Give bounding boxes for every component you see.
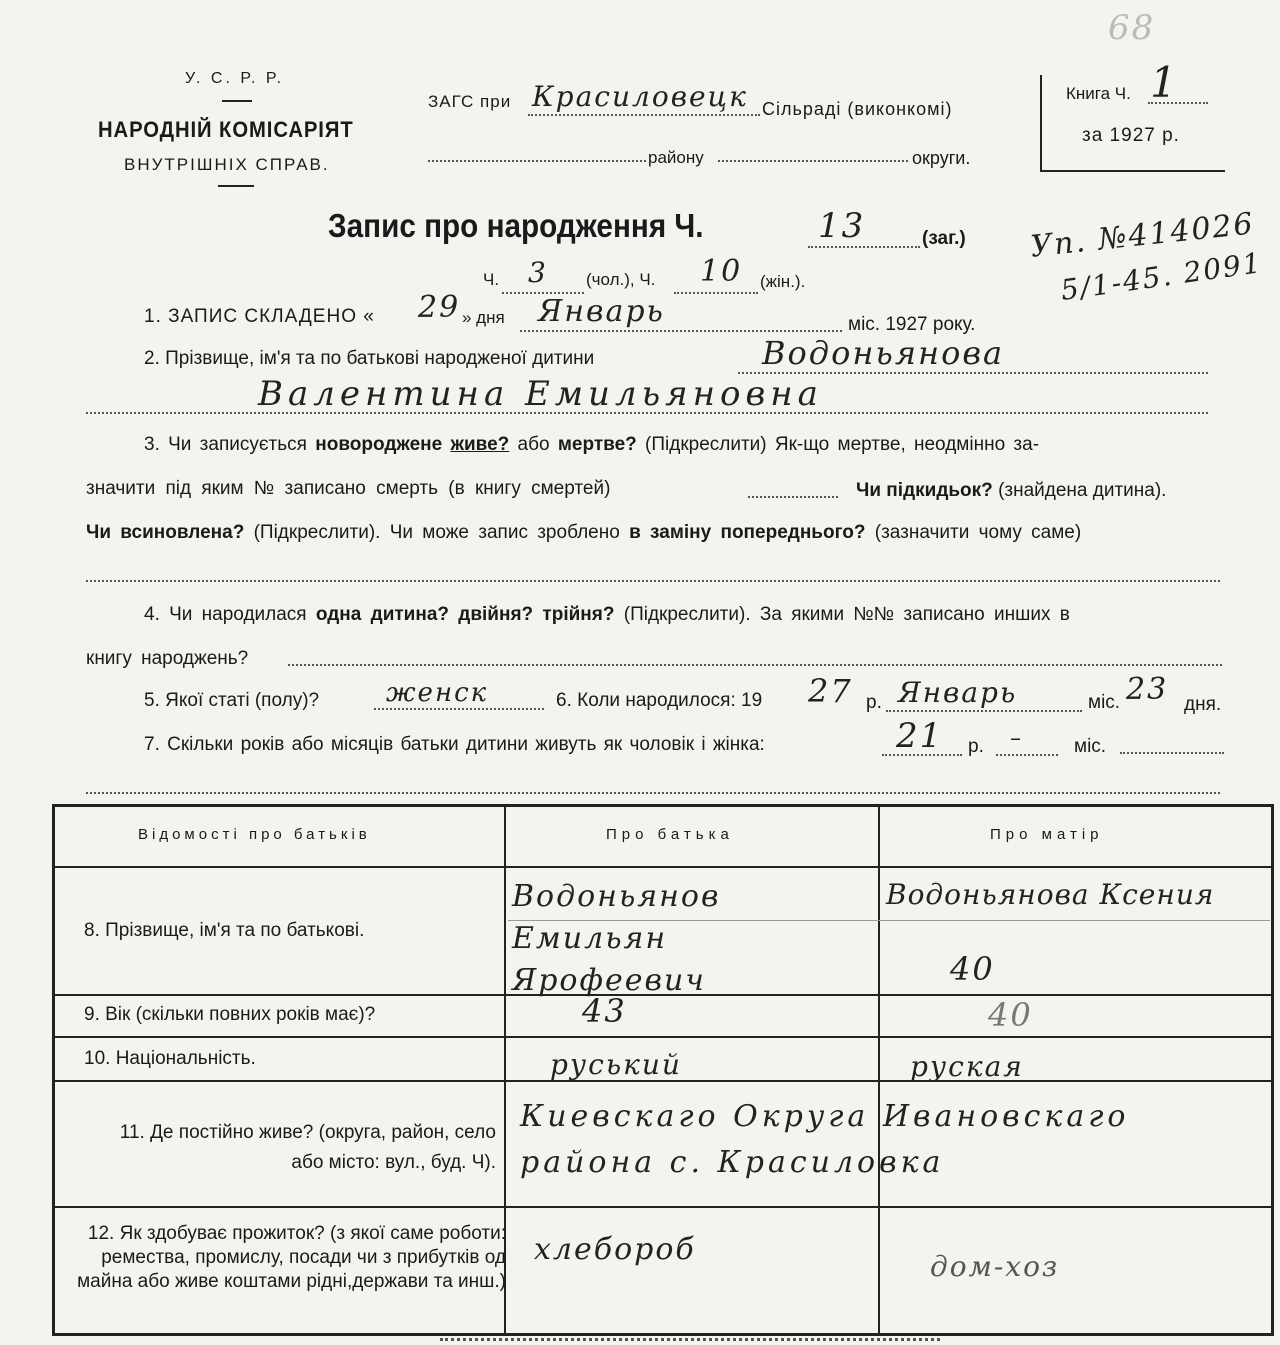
dotted-line bbox=[718, 160, 908, 162]
field-1-month: Январь bbox=[538, 294, 665, 329]
field-4-options: одна дитина? двійня? трійня? bbox=[315, 604, 615, 625]
birth-year: 27 bbox=[808, 672, 853, 710]
row-11-label: 11. Де постійно живе? (округа, район, село або місто: вул., буд. Ч). bbox=[119, 1122, 496, 1173]
field-3-line-3 bbox=[86, 522, 1081, 544]
book-number: 1 bbox=[1150, 58, 1179, 107]
dotted-line bbox=[1120, 752, 1224, 754]
book-label: Книга Ч. bbox=[1066, 84, 1131, 103]
field-3-adopted: Чи всиновлена? bbox=[86, 522, 245, 543]
annotation-line-2: 5/1-45. 2091 bbox=[1058, 246, 1265, 307]
dotted-line bbox=[86, 792, 1220, 794]
field-4-text: 4. Чи народилася bbox=[144, 604, 307, 625]
field-5-label: 5. Якої статі (полу)? bbox=[144, 690, 320, 711]
child-surname: Водоньянова bbox=[762, 334, 1005, 372]
dotted-line bbox=[808, 246, 920, 248]
table-border-left bbox=[52, 804, 55, 1336]
dotted-line bbox=[1148, 102, 1208, 104]
dotted-line bbox=[520, 330, 842, 332]
field-1-day-label: » дня bbox=[462, 308, 505, 327]
table-column-divider bbox=[878, 806, 880, 1334]
field-3-foundling bbox=[856, 480, 1166, 502]
record-number: 13 bbox=[818, 206, 866, 246]
field-3-text: 3. Чи записується bbox=[144, 434, 307, 455]
field-3-text: значити під яким № записано смерть (в книгу смертей) bbox=[86, 478, 611, 499]
father-occupation: хлебороб bbox=[534, 1232, 696, 1267]
years-abbrev: р. bbox=[968, 736, 984, 757]
field-3-newborn: новороджене bbox=[315, 434, 443, 455]
dotted-line bbox=[440, 1338, 940, 1341]
field-3-or: або bbox=[517, 434, 550, 455]
dotted-line bbox=[528, 114, 760, 116]
mother-age-note: 40 bbox=[950, 950, 995, 988]
father-nationality: руський bbox=[550, 1048, 682, 1081]
row-9-label: 9. Вік (скільки повних років має)? bbox=[84, 1004, 376, 1025]
table-row-divider bbox=[54, 866, 1272, 868]
department-label: ВНУТРІШНІХ СПРАВ. bbox=[124, 155, 330, 174]
row-12-label: 12. Як здобуває прожиток? (з якої саме роботи: ремества, промислу, посади чи з прибутків од майна або живе коштами рідні,держави та инш.) bbox=[77, 1223, 506, 1292]
year-abbrev: р. bbox=[866, 692, 882, 713]
male-number: 3 bbox=[528, 256, 548, 289]
field-6-label: 6. Коли народилося: 19 bbox=[556, 690, 763, 711]
archive-number-mark: 68 bbox=[1108, 8, 1156, 48]
okrug-label: округи. bbox=[912, 148, 971, 168]
marriage-months: – bbox=[1010, 726, 1023, 751]
field-3-line-1 bbox=[144, 434, 1039, 456]
commissariat-title: НАРОДНІЙ КОМІСАРІЯТ bbox=[98, 117, 354, 142]
field-4-line-1 bbox=[144, 604, 1070, 626]
table-border-top bbox=[52, 804, 1274, 807]
zags-prefix: ЗАГС при bbox=[428, 92, 512, 111]
field-1-day: 29 bbox=[418, 290, 461, 325]
book-box-border bbox=[1040, 75, 1042, 172]
marriage-years: 21 bbox=[896, 716, 944, 756]
dotted-line bbox=[886, 710, 1082, 712]
dotted-line bbox=[996, 754, 1058, 756]
field-3-line-2 bbox=[86, 478, 610, 500]
residence: Киевскаго Округа Ивановскаго района с. Красиловка bbox=[520, 1099, 1130, 1180]
field-4-line-2: книгу народжень? bbox=[86, 648, 249, 669]
dotted-line bbox=[86, 412, 1208, 414]
table-row-divider bbox=[54, 1036, 1272, 1038]
district-label: району bbox=[648, 148, 704, 167]
dotted-line bbox=[508, 920, 1270, 921]
field-3-foundling-label: Чи підкидьок? bbox=[856, 480, 993, 501]
dotted-line bbox=[374, 708, 544, 710]
divider bbox=[218, 185, 254, 187]
field-1-label: 1. ЗАПИС СКЛАДЕНО « bbox=[144, 306, 375, 327]
dotted-line bbox=[882, 754, 962, 756]
mother-nationality: руская bbox=[910, 1050, 1024, 1083]
table-row-divider bbox=[54, 1206, 1272, 1208]
child-name: Валентина Емильяновна bbox=[258, 374, 823, 414]
field-4-text: (Підкреслити). За якими №№ записано инших в bbox=[623, 604, 1070, 625]
field-3-alive: живе? bbox=[450, 434, 510, 455]
male-label: (чол.), Ч. bbox=[586, 270, 656, 289]
book-year: за 1927 р. bbox=[1082, 125, 1180, 146]
field-3-dead: мертве? bbox=[557, 434, 637, 455]
dotted-line bbox=[288, 664, 1222, 666]
row-8-label: 8. Прізвище, ім'я та по батькові. bbox=[84, 920, 365, 941]
total-label: (заг.) bbox=[922, 228, 966, 249]
birth-month: Январь bbox=[898, 676, 1018, 709]
female-label: (жін.). bbox=[760, 272, 806, 291]
field-3-replacement: в заміну попереднього? bbox=[629, 522, 866, 543]
table-header-father: Про батька bbox=[606, 826, 734, 843]
annotation-line-1: Уп. №414026 bbox=[1028, 206, 1257, 265]
field-7-label: 7. Скільки років або місяців батьки дитини живуть як чоловік і жінка: bbox=[144, 734, 765, 755]
field-1-suffix: міс. 1927 року. bbox=[848, 314, 976, 335]
dotted-line bbox=[428, 160, 646, 162]
father-age: 43 bbox=[582, 992, 627, 1030]
table-header-info: Відомості про батьків bbox=[138, 826, 371, 843]
dotted-line bbox=[748, 496, 838, 498]
divider bbox=[222, 100, 252, 102]
zags-suffix: Сільраді (виконкомі) bbox=[762, 99, 953, 119]
dotted-line bbox=[674, 292, 758, 294]
field-3-text: (Підкреслити) Як-що мертве, неодмінно за- bbox=[645, 434, 1040, 455]
father-full-name: Водоньянов Емильян Ярофеевич bbox=[512, 879, 721, 998]
table-border-bottom bbox=[52, 1333, 1274, 1336]
day-label: дня. bbox=[1184, 694, 1222, 715]
female-number: 10 bbox=[700, 254, 743, 289]
field-3-text: (зазначити чому саме) bbox=[874, 522, 1082, 543]
table-border-right bbox=[1271, 804, 1274, 1336]
field-2-label: 2. Прізвище, ім'я та по батькові народженої дитини bbox=[144, 348, 595, 369]
male-prefix: Ч. bbox=[483, 270, 500, 289]
birth-day: 23 bbox=[1126, 672, 1169, 707]
child-sex: женск bbox=[386, 678, 489, 708]
table-header-mother: Про матір bbox=[990, 826, 1104, 843]
mother-age: 40 bbox=[988, 996, 1033, 1034]
republic-label: У. С. Р. Р. bbox=[185, 70, 285, 87]
mother-occupation: дом-хоз bbox=[930, 1250, 1060, 1283]
field-3-text: (знайдена дитина). bbox=[998, 480, 1167, 501]
month-abbrev: міс. bbox=[1088, 692, 1121, 713]
months-abbrev: міс. bbox=[1074, 736, 1107, 757]
record-title: Запис про народження Ч. bbox=[328, 207, 704, 244]
field-3-text: (Підкреслити). Чи може запис зроблено bbox=[253, 522, 620, 543]
book-box-border bbox=[1040, 170, 1225, 172]
zags-village: Красиловецк bbox=[532, 80, 748, 113]
row-10-label: 10. Національність. bbox=[84, 1048, 256, 1069]
mother-full-name: Водоньянова Ксения bbox=[886, 878, 1215, 911]
dotted-line bbox=[86, 580, 1220, 582]
